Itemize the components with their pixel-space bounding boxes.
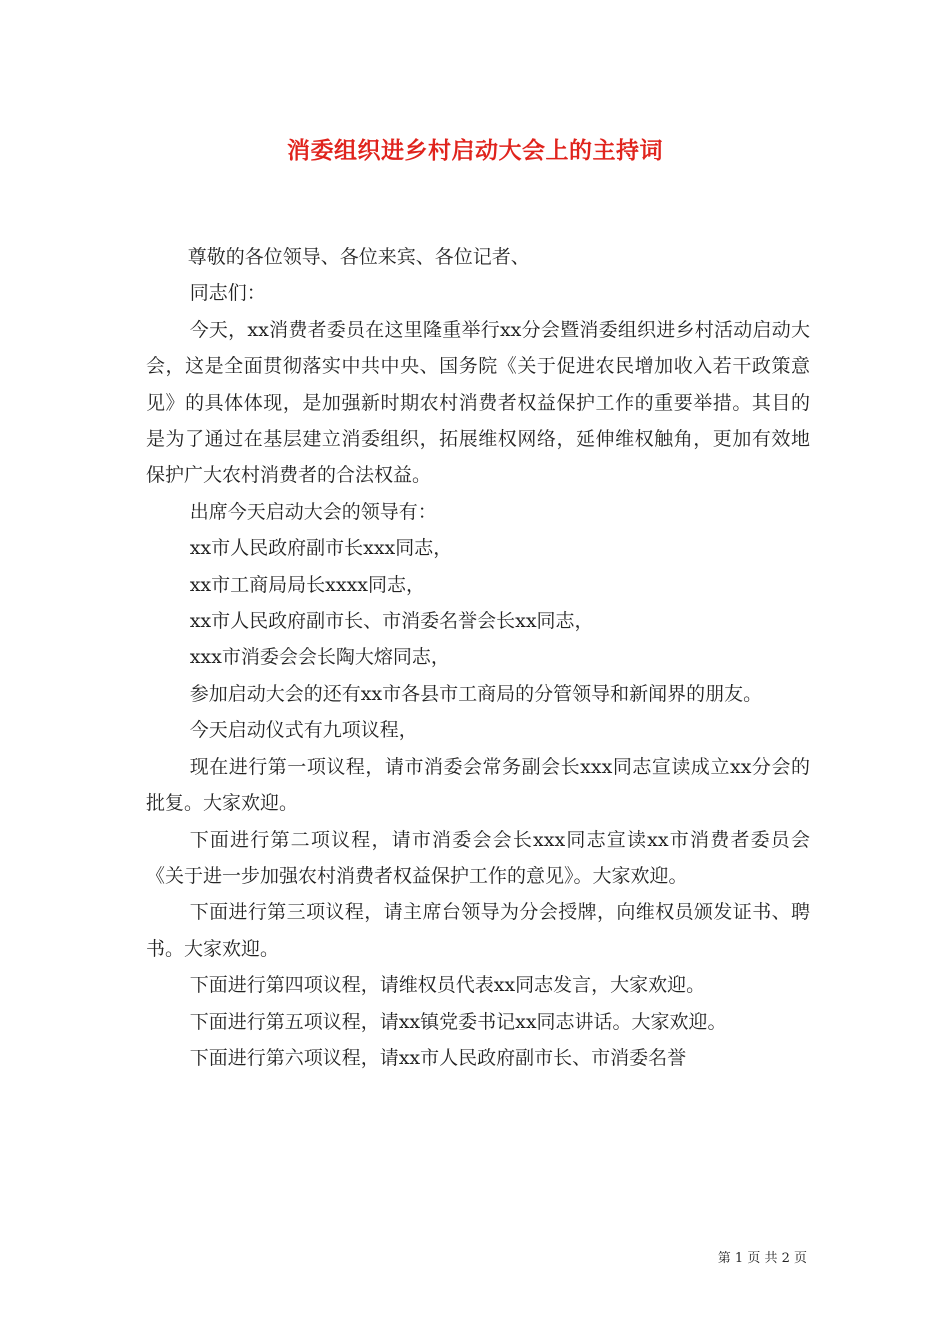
paragraph-leader-3: xx市人民政府副市长、市消委名誉会长xx同志， (189, 610, 594, 633)
paragraph-leader-1: xx市人民政府副市长xxx同志， (189, 537, 453, 560)
paragraph-leaders-intro: 出席今天启动大会的领导有： (189, 500, 437, 523)
paragraph-agenda-count: 今天启动仪式有九项议程， (189, 719, 418, 742)
document-title: 消委组织进乡村启动大会上的主持词 (287, 137, 663, 164)
document-body (146, 239, 810, 1076)
paragraph-comrades: 同志们： (189, 282, 266, 305)
paragraph-agenda-5: 下面进行第五项议程，请xx镇党委书记xx同志讲话。大家欢迎。 (189, 1010, 727, 1033)
paragraph-agenda-3: 下面进行第三项议程，请主席台领导为分会授牌，向维权员颁发证书、聘书。大家欢迎。 (146, 901, 810, 960)
paragraph-leader-4: xxx市消委会会长陶大熔同志， (189, 646, 450, 669)
paragraph-opening: 今天，xx消费者委员在这里隆重举行xx分会暨消委组织进乡村活动启动大会，这是全面贯彻落实中共中央、国务院《关于促进农民增加收入若干政策意见》的具体体现，是加强新时期农村消费者权益保护工作的重要举措。其目的是为了通过在基层建立消委组织，拓展维权网络，延伸维权触角，更加有效地保护广大农村消费者的合法权益。 (146, 318, 810, 487)
paragraph-leader-2: xx市工商局局长xxxx同志， (189, 573, 425, 596)
paragraph-attendees: 参加启动大会的还有xx市各县市工商局的分管领导和新闻界的朋友。 (189, 682, 763, 705)
paragraph-agenda-6: 下面进行第六项议程，请xx市人民政府副市长、市消委名誉 (189, 1046, 687, 1069)
paragraph-salutation: 尊敬的各位领导、各位来宾、各位记者、 (187, 246, 530, 268)
paragraph-agenda-1: 现在进行第一项议程，请市消委会常务副会长xxx同志宣读成立xx分会的批复。大家欢迎。 (146, 755, 810, 815)
page-number: 第 1 页 共 2 页 (717, 1251, 807, 1266)
paragraph-agenda-4: 下面进行第四项议程，请维权员代表xx同志发言，大家欢迎。 (189, 974, 706, 997)
paragraph-agenda-2: 下面进行第二项议程，请市消委会会长xxx同志宣读xx市消费者委员会《关于进一步加强农村消费者权益保护工作的意见》。大家欢迎。 (146, 828, 810, 887)
